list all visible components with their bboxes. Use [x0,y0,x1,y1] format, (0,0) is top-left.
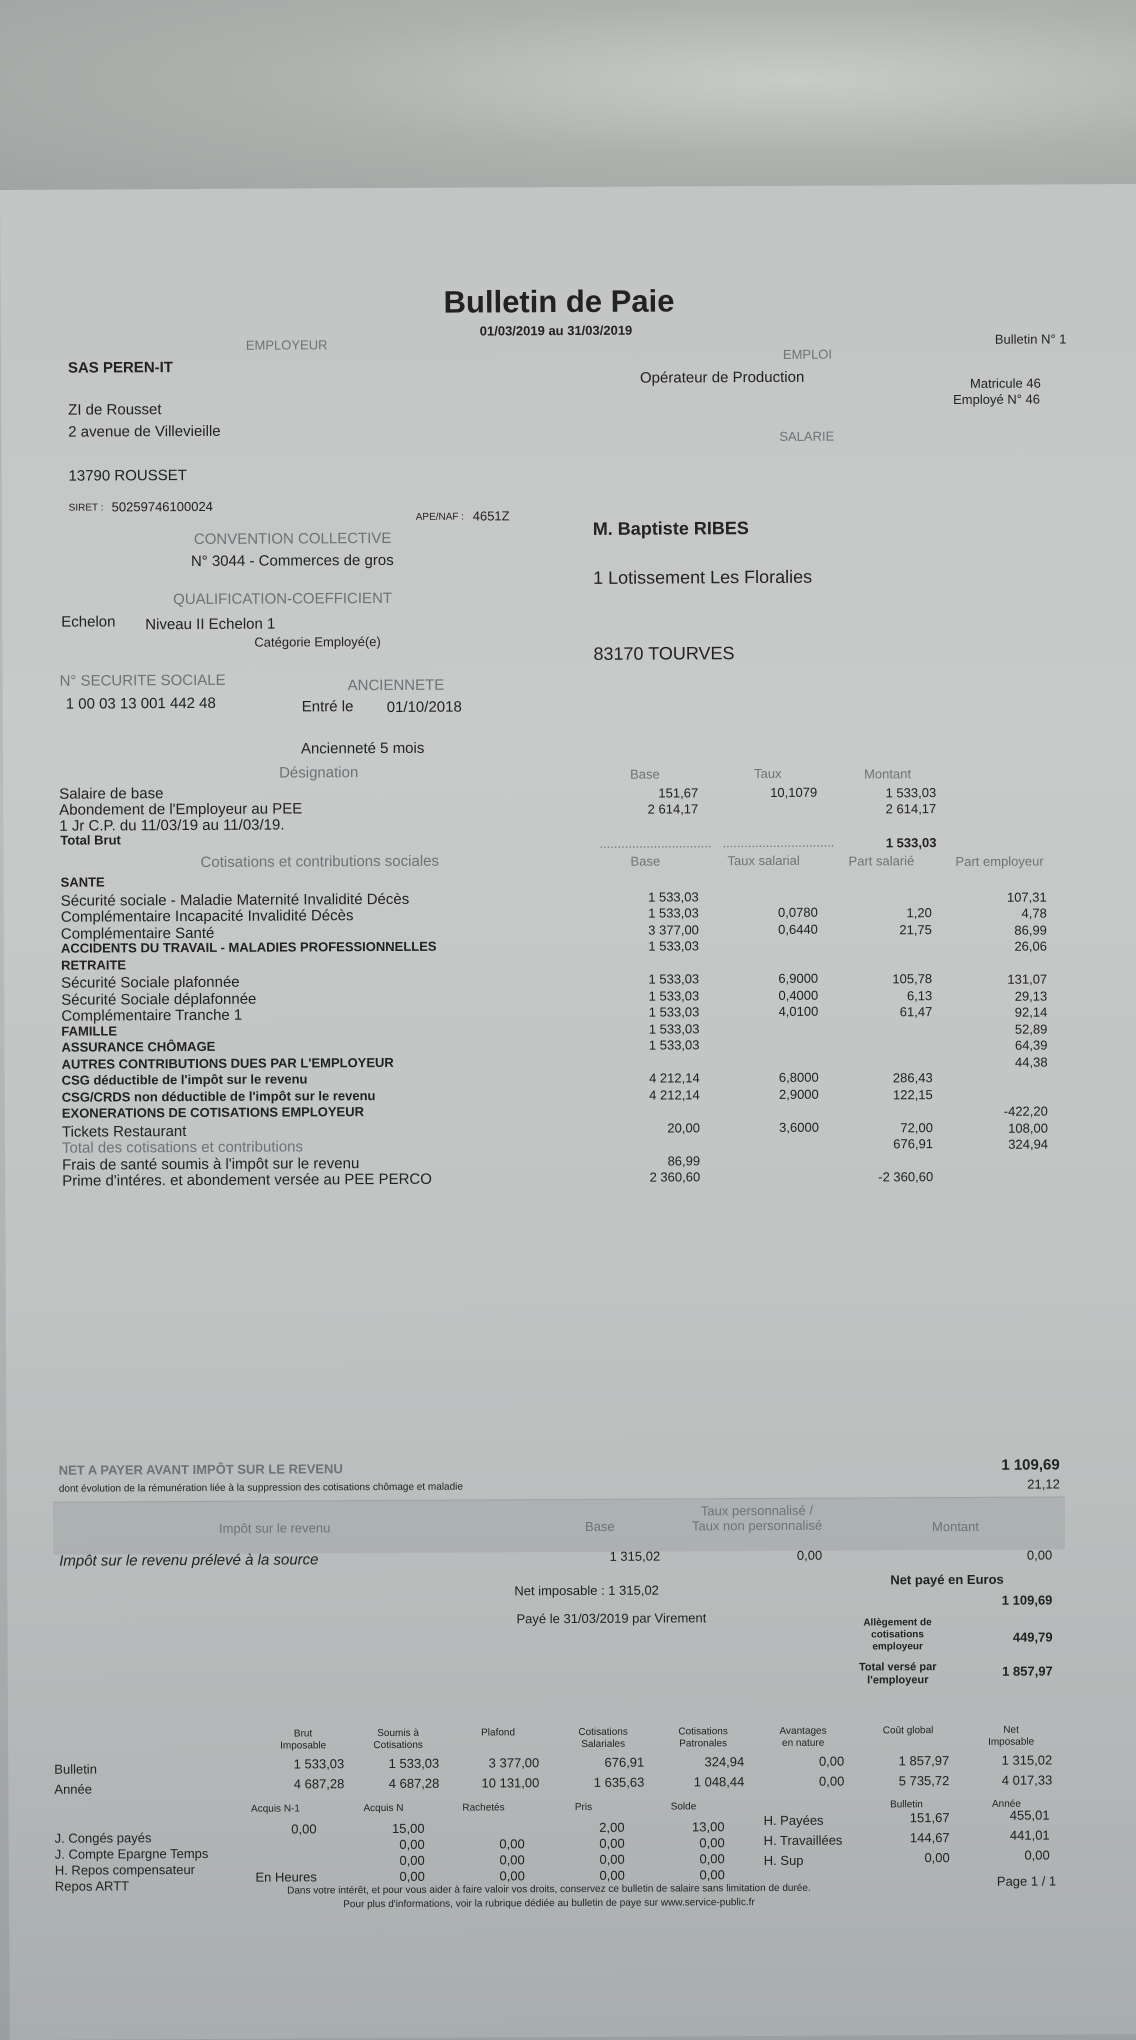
cumuls-header: Imposable [988,1736,1035,1748]
cotisation-part-employeur [947,874,1047,875]
cotisation-base: 1 533,03 [648,1020,700,1037]
allegement-line3: employeur [872,1641,923,1653]
cumuls-cell: 1 533,03 [388,1755,440,1771]
apenaf-label: APE/NAF : [415,511,465,523]
impot-row-base: 1 315,02 [609,1548,661,1564]
hours-label: H. Travaillées [763,1832,843,1849]
cotisation-base: 4 212,14 [649,1070,700,1086]
cotisation-label: Frais de santé soumis à l'impôt sur le revenu [62,1154,360,1174]
cotisation-taux [719,1054,819,1055]
cotisation-part-employeur: 4,78 [1021,905,1047,921]
cotisation-base: 1 533,03 [648,987,700,1004]
cotisations-header-taux: Taux salarial [727,852,800,869]
job-title: Opérateur de Production [639,368,805,387]
cumuls-cell: 4 687,28 [293,1776,345,1792]
employee-number: Employé N° 46 [953,391,1041,408]
cotisation-label: ASSURANCE CHÔMAGE [61,1038,216,1055]
cumuls-header: Avantages [779,1725,827,1737]
convention-label: CONVENTION COLLECTIVE [193,529,392,548]
cumuls-cell: 0,00 [818,1773,845,1789]
cotisation-base: 3 377,00 [648,921,699,938]
cumuls-cell: 5 735,72 [898,1773,950,1789]
cotisation-part-salarie: -2 360,60 [878,1169,934,1185]
salary-header-designation: Désignation [279,764,359,782]
cotisation-part-salarie: 105,78 [892,971,933,987]
cotisation-taux [719,1153,819,1154]
cotisation-part-employeur: 26,06 [1014,938,1048,954]
cotisation-base: 86,99 [667,1152,701,1169]
cotisation-label: CSG/CRDS non déductible de l'impôt sur le revenu [61,1087,376,1105]
conges-header: Acquis N [363,1802,404,1815]
conges-cell: 0,00 [291,1821,317,1837]
hours-bulletin: 151,67 [909,1810,950,1826]
cotisation-label: Total des cotisations et contributions [61,1138,304,1157]
cotisation-label: Sécurité Sociale déplafonnée [61,990,257,1009]
cotisation-taux: 0,4000 [778,987,819,1003]
entre-date: 01/10/2018 [386,698,462,716]
cumuls-cell: 4 017,33 [1001,1772,1053,1788]
cotisation-part-employeur: -422,20 [1003,1103,1048,1119]
cotisation-label: Tickets Restaurant [61,1122,187,1141]
salary-montant: 1 533,03 [885,785,937,801]
desk-surface [0,0,1136,200]
allegement-line1: Allègement de [863,1617,932,1629]
conges-cell: 0,00 [599,1867,625,1883]
cumuls-header: Cotisations [678,1726,728,1738]
cotisations-header-base: Base [630,853,661,869]
cotisation-part-employeur: 108,00 [1008,1120,1048,1136]
cotisation-part-employeur: 92,14 [1014,1004,1048,1020]
impot-row-taux: 0,00 [796,1547,823,1563]
salary-base: 2 614,17 [647,801,699,817]
employer-address1: ZI de Rousset [68,401,162,419]
cotisation-base: 1 533,03 [648,1004,700,1020]
cotisation-base: 20,00 [667,1119,700,1136]
conges-cell: 0,00 [399,1868,425,1884]
salary-label: Abondement de l'Employeur au PEE [59,800,303,819]
conges-cell: 13,00 [691,1819,725,1835]
cotisation-part-employeur: 64,39 [1014,1037,1048,1053]
cotisation-base: 1 533,03 [648,888,699,905]
impot-header-taux-line2: Taux non personnalisé [691,1517,823,1534]
salary-label: 1 Jr C.P. du 11/03/19 au 11/03/19. [59,816,285,835]
cotisation-part-employeur [948,1072,1048,1073]
conges-cell: 0,00 [499,1868,525,1884]
cumuls-header: Imposable [280,1740,327,1752]
hours-label: H. Sup [763,1852,804,1869]
employee-city: 83170 TOURVES [593,643,735,664]
conges-header: Acquis N-1 [250,1803,300,1815]
employee-name: M. Baptiste RIBES [592,518,749,539]
cotisation-part-employeur [948,1171,1048,1172]
conges-cell: 0,00 [399,1836,425,1852]
cotisation-part-salarie: 61,47 [899,1004,933,1020]
conges-cell [429,1821,525,1822]
cotisation-base [600,1055,700,1056]
conges-cell: 0,00 [699,1851,725,1867]
conges-cell [221,1854,317,1855]
cotisation-part-employeur: 29,13 [1014,988,1048,1004]
impot-header-label: Impôt sur le revenu [218,1520,331,1536]
cumuls-header: Salariales [581,1738,626,1750]
entre-label: Entré le [301,698,354,716]
cotisation-label: Complémentaire Tranche 1 [61,1006,243,1025]
employer-name: SAS PEREN-IT [67,359,173,377]
cotisations-header-part-salarie: Part salarié [848,853,915,869]
hours-header: Bulletin [890,1799,923,1811]
allegement-line2: cotisations [871,1629,924,1641]
cotisation-taux [719,1104,819,1105]
salary-base: 151,67 [658,785,699,801]
employer-city: 13790 ROUSSET [68,467,187,485]
cotisation-part-salarie: 6,13 [906,987,933,1003]
cumuls-header: Patronales [679,1738,728,1750]
cotisation-taux [718,889,818,890]
cumuls-cell: 4 687,28 [388,1775,440,1791]
cotisation-part-employeur [948,1088,1048,1089]
conges-header: Rachetés [462,1802,505,1814]
hours-bulletin: 144,67 [909,1830,950,1846]
conges-header: Solde [670,1801,697,1813]
cumuls-cell: 1 048,44 [693,1774,745,1790]
conges-cell: 2,00 [599,1819,625,1835]
conges-cell: 0,00 [499,1836,525,1852]
cotisation-part-employeur: 107,31 [1006,889,1047,905]
cumuls-header [853,1737,963,1738]
secu-value: 1 00 03 13 001 442 48 [65,694,216,713]
cumuls-cell: 324,94 [704,1754,745,1770]
echelon-value: Niveau II Echelon 1 [145,615,276,634]
dots-base: ............................... [599,835,712,851]
hours-header: Année [991,1798,1021,1810]
total-brut-label: Total Brut [60,832,121,848]
cotisation-base [599,956,699,957]
cotisation-taux [718,939,818,940]
siret-value: 50259746100024 [111,498,213,515]
total-verse-line2: l'employeur [867,1674,929,1687]
document-period: 01/03/2019 au 31/03/2019 [479,322,633,339]
net-label: NET A PAYER AVANT IMPÔT SUR LE REVENU [58,1461,343,1478]
cotisation-base: 1 533,03 [648,905,699,921]
cotisation-label: RETRAITE [61,956,127,973]
total-verse-value: 1 857,97 [1002,1663,1053,1679]
cotisations-header-part-employeur: Part employeur [955,853,1044,870]
cotisation-label: EXONERATIONS DE COTISATIONS EMPLOYEUR [61,1104,365,1121]
impot-row-montant: 0,00 [1026,1547,1053,1563]
cotisation-part-employeur: 324,94 [1008,1136,1049,1152]
total-verse-line1: Total versé par [858,1661,937,1674]
conges-row-label: J. Compte Epargne Temps [54,1845,209,1862]
conges-cell: 0,00 [499,1852,525,1868]
net-paye-value: 1 109,69 [1001,1592,1053,1608]
qualification-label: QUALIFICATION-COEFFICIENT [173,589,393,609]
categorie-value: Catégorie Employé(e) [254,634,381,650]
cumuls-cell: 1 533,03 [293,1756,345,1772]
cotisation-part-employeur: 131,07 [1007,971,1048,987]
cotisation-taux [719,1170,819,1171]
conges-cell: 0,00 [699,1835,725,1851]
cumuls-header: Coût global [882,1725,934,1737]
net-imposable: Net imposable : 1 315,02 [514,1582,659,1599]
cumuls-cell: 3 377,00 [488,1755,540,1771]
total-brut-value: 1 533,03 [885,835,937,851]
cotisation-label: AUTRES CONTRIBUTIONS DUES PAR L'EMPLOYEUR [61,1054,394,1072]
cotisation-part-salarie: 21,75 [899,921,932,937]
cotisation-taux [718,955,818,956]
hours-annee: 0,00 [1024,1847,1050,1863]
footer-line2: Pour plus d'informations, voir la rubrique dédiée au bulletin de paye sur www.service-public.fr [343,1897,755,1911]
cumuls-row-label: Bulletin [54,1761,97,1777]
conges-cell: En Heures [255,1869,317,1885]
cotisation-label: Complémentaire Incapacité Invalidité Décès [60,907,354,926]
salarie-label: SALARIE [779,428,835,444]
cotisation-base: 4 212,14 [649,1086,700,1103]
cotisation-part-salarie: 286,43 [892,1070,933,1086]
cumuls-header: Net [1003,1724,1019,1736]
cumuls-cell: 1 315,02 [1001,1752,1053,1768]
document-title: Bulletin de Paie [443,283,675,320]
employer-label: EMPLOYEUR [245,337,328,353]
allegement-value: 449,79 [1012,1629,1053,1645]
conges-row-label: Repos ARTT [54,1878,130,1894]
cotisation-taux: 4,0100 [778,1003,819,1019]
conges-row-label: H. Repos compensateur [54,1862,196,1878]
conges-cell [221,1838,317,1839]
cotisation-taux: 6,8000 [778,1069,819,1085]
cotisation-part-salarie: 1,20 [906,905,932,921]
matricule: Matricule 46 [969,375,1041,391]
employer-address2: 2 avenue de Villevieille [68,422,221,441]
conges-cell: 0,00 [599,1851,625,1867]
cotisation-taux: 2,9000 [778,1086,819,1102]
salary-taux: 10,1079 [770,784,818,800]
impot-row-label: Impôt sur le revenu prélevé à la source [59,1551,319,1570]
cotisation-taux [718,873,818,874]
cotisation-part-salarie: 676,91 [893,1136,934,1152]
cumuls-row-label: Année [54,1781,93,1797]
cotisation-label: Complémentaire Santé [60,924,215,943]
cotisation-label: FAMILLE [61,1022,118,1039]
cotisation-part-employeur [948,1154,1048,1155]
impot-header-montant: Montant [931,1518,980,1535]
conges-row-label: J. Congés payés [54,1830,152,1846]
cumuls-cell: 0,00 [818,1753,845,1769]
cotisation-part-salarie: 122,15 [892,1086,933,1102]
net-paye-label: Net payé en Euros [890,1571,1004,1588]
cotisation-part-employeur: 86,99 [1014,922,1047,938]
hours-label: H. Payées [763,1812,824,1829]
cotisation-base [599,873,699,874]
cotisation-label: Prime d'intéres. et abondement versée au PEE PERCO [62,1170,432,1190]
cumuls-cell: 676,91 [604,1754,645,1770]
cotisation-taux [719,1137,819,1138]
cotisation-taux [718,1038,818,1039]
net-evolution-value: 21,12 [1027,1476,1060,1492]
cumuls-header: Soumis à [377,1727,419,1740]
payslip-sheet [0,184,1136,2040]
paye-le: Payé le 31/03/2019 par Virement [516,1610,707,1627]
conges-cell: 0,00 [399,1852,425,1868]
apenaf-value: 4651Z [472,508,510,524]
cumuls-cell: 1 635,63 [593,1774,645,1790]
siret-label: SIRET : [68,502,104,514]
cumuls-header: Brut [293,1728,313,1740]
cumuls-cell: 10 131,00 [481,1775,540,1791]
cotisation-base: 1 533,03 [648,938,700,954]
anciennete-label: ANCIENNETE [347,676,445,695]
hours-bulletin: 0,00 [924,1850,950,1866]
cotisation-base: 1 533,03 [648,971,700,987]
salary-header-taux: Taux [754,765,782,782]
salary-header-montant: Montant [864,766,912,782]
cotisation-taux: 3,6000 [779,1119,819,1135]
cumuls-header [443,1739,553,1740]
bulletin-number: Bulletin N° 1 [994,331,1067,347]
salary-montant: 2 614,17 [885,801,937,817]
cotisation-label: ACCIDENTS DU TRAVAIL - MALADIES PROFESSIONNELLES [60,938,437,956]
hours-annee: 455,01 [1009,1807,1050,1823]
cotisations-header-title: Cotisations et contributions sociales [200,852,440,871]
impot-header-taux-line1: Taux personnalisé / [700,1502,813,1519]
secu-label: N° SECURITE SOCIALE [59,671,226,690]
cumuls-header: Cotisations [578,1726,628,1738]
hours-annee: 441,01 [1009,1827,1050,1843]
cotisation-label: SANTE [60,874,105,890]
cotisation-label: Sécurité Sociale plafonnée [61,973,240,992]
cumuls-header: en nature [781,1737,825,1749]
cotisation-label: CSG déductible de l'impôt sur le revenu [61,1071,308,1088]
cumuls-header: Cotisations [373,1739,423,1752]
page-number: Page 1 / 1 [996,1873,1057,1889]
employment-label: EMPLOI [782,346,833,362]
convention-value: N° 3044 - Commerces de gros [190,551,394,571]
impot-header-base: Base [584,1518,615,1534]
cotisation-taux: 6,9000 [778,970,819,986]
cotisation-base [600,1137,700,1138]
impot-header-band [53,1496,1065,1554]
conges-cell: 0,00 [599,1835,625,1851]
conges-cell: 0,00 [699,1867,725,1883]
cotisation-base: 1 533,03 [648,1037,700,1053]
cumuls-header: Plafond [481,1727,516,1739]
anciennete-value: Ancienneté 5 mois [300,739,425,758]
salary-label: Salaire de base [59,785,164,803]
cotisation-part-employeur: 44,38 [1014,1054,1048,1070]
cotisation-base [600,1104,700,1105]
conges-header: Pris [574,1801,593,1814]
cotisation-taux: 0,0780 [777,904,818,920]
cotisation-part-salarie: 72,00 [900,1119,933,1135]
salary-header-base: Base [630,766,660,782]
echelon-label: Echelon [61,613,116,631]
cotisation-part-employeur [947,956,1047,957]
cotisation-taux [718,1021,818,1022]
employee-address: 1 Lotissement Les Floralies [592,566,813,588]
cotisation-label: Sécurité sociale - Maladie Maternité Invalidité Décès [60,890,410,910]
cotisation-taux: 0,6440 [778,921,818,937]
net-evolution-label: dont évolution de la rémunération liée à la suppression des cotisations chômage et maladie [58,1481,463,1495]
dots-taux: ............................... [722,834,835,851]
net-value: 1 109,69 [1001,1456,1060,1474]
footer-line1: Dans votre intérêt, et pour vous aider à faire valoir vos droits, conservez ce bulletin de salaire sans limitation de durée. [287,1882,811,1897]
conges-cell: 15,00 [391,1820,425,1836]
cotisation-part-employeur: 52,89 [1014,1021,1048,1037]
cotisation-base: 2 360,60 [649,1169,701,1185]
cumuls-cell: 1 857,97 [898,1753,950,1769]
